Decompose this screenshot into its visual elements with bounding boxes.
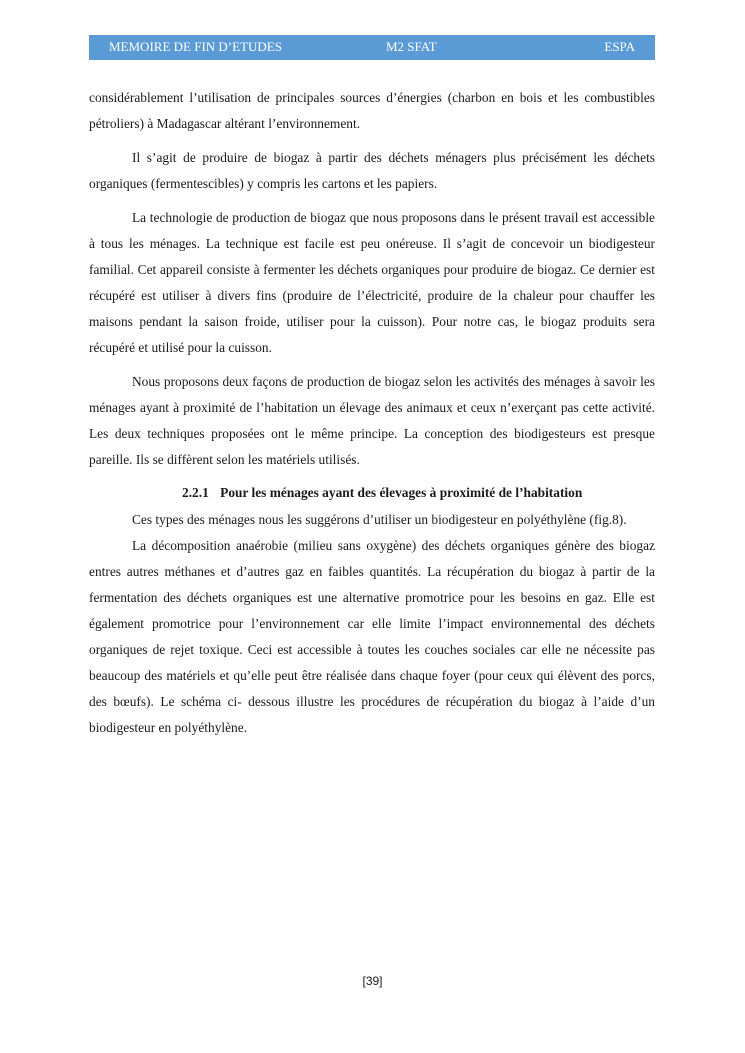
paragraph-biogas-goal: Il s’agit de produire de biogaz à partir des déchets ménagers plus précisément les déchets organiques (fermentescibles) y compris les cartons et les papiers. xyxy=(89,150,655,191)
paragraph-polyethylene: Ces types des ménages nous les suggérons d’utiliser un biodigesteur en polyéthylène (fig.8). xyxy=(132,512,627,527)
page-number: [39] xyxy=(362,974,383,988)
section-title: Pour les ménages ayant des élevages à proximité de l’habitation xyxy=(220,485,583,500)
header-program: M2 SFAT xyxy=(386,39,437,54)
paragraph-technology: La technologie de production de biogaz que nous proposons dans le présent travail est accessible à tous les ménages. La technique est facile est peu onéreuse. Il s’agit de concevoir un biodigesteur familial. Cet appareil consiste à fermenter les déchets organiques pour produire de biogaz. Ce dernier est récupéré est utiliser à divers fins (produire de l’électricité, produire de la chaleur pour chauffer les maisons pendant la saison froide, utiliser pour la cuisson). Pour notre cas, le biogaz produits sera récupéré et utilisé pour la cuisson. xyxy=(89,210,655,355)
paragraph-continuation: considérablement l’utilisation de principales sources d’énergies (charbon en bois et les combustibles pétroliers) à Madagascar altérant l’environnement. xyxy=(89,90,655,131)
page-body xyxy=(89,85,655,749)
header-document-type: MEMOIRE DE FIN D’ETUDES xyxy=(109,39,282,54)
section-heading xyxy=(89,481,655,505)
page-header xyxy=(89,35,655,60)
paragraph-anaerobic: La décomposition anaérobie (milieu sans oxygène) des déchets organiques génère des biogaz entres autres méthanes et d’autres gaz en faibles quantités. La récupération du biogaz à partir de la fermentation des déchets organiques est une alternative promotrice pour les besoins en gaz. Elle est également promotrice pour l’environnement car elle limite l’impact environnemental des déchets organiques de rejet toxique. Ceci est accessible à toutes les couches sociales car elle ne nécessite pas beaucoup des matériels et qu’elle peut être réalisée dans chaque foyer (pour ceux qui élèvent des porcs, des bœufs). Le schéma ci- dessous illustre les procédures de récupération du biogaz à l’aide d’un biodigesteur en polyéthylène. xyxy=(89,538,655,735)
header-institution: ESPA xyxy=(604,39,635,54)
paragraph-two-methods: Nous proposons deux façons de production de biogaz selon les activités des ménages à savoir les ménages ayant à proximité de l’habitation un élevage des animaux et ceux n’exerçant pas cette activité. Les deux techniques proposées ont le même principe. La conception des biodigesteurs est presque pareille. Ils se diffèrent selon les matériels utilisés. xyxy=(89,374,655,467)
section-number: 2.2.1 xyxy=(182,485,209,500)
